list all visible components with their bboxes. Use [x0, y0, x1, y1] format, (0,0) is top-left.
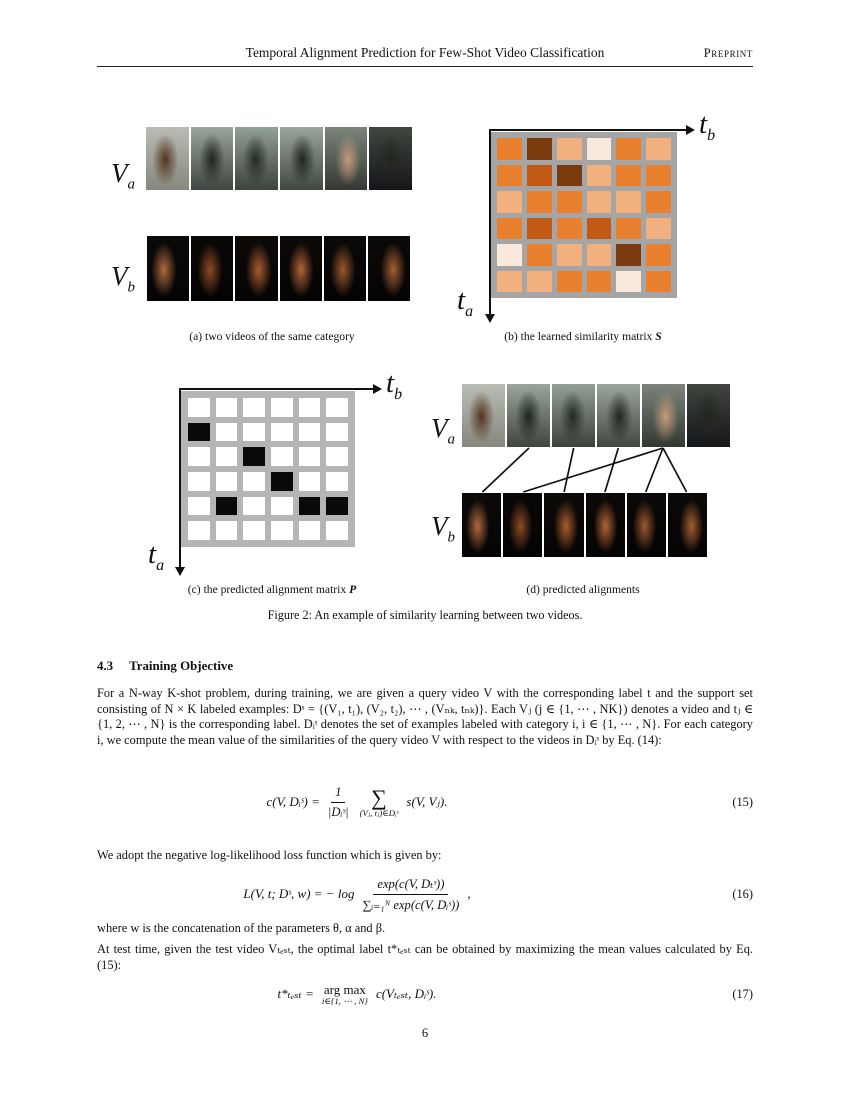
matrix-cell — [243, 521, 265, 540]
figure-caption: Figure 2: An example of similarity learning between two videos. — [267, 608, 583, 622]
video-strip-a — [146, 127, 412, 190]
caption-a: (a) two videos of the same category — [189, 330, 355, 343]
matrix-cell — [299, 497, 321, 516]
video-strip-a-d — [462, 384, 730, 447]
section-number: 4.3 — [97, 659, 114, 673]
video-strip-b — [147, 236, 410, 301]
matrix-cell — [527, 218, 552, 240]
video-frame — [668, 493, 707, 557]
eq17-argmax: arg max i∈{1, ⋯ , N} — [321, 981, 368, 1006]
video-frame — [462, 384, 505, 447]
matrix-cell — [326, 447, 348, 466]
caption-b: (b) the learned similarity matrix S — [504, 330, 662, 343]
eq16-tag: (16) — [732, 886, 753, 901]
matrix-cell — [497, 271, 522, 293]
video-frame — [325, 127, 368, 190]
matrix-cell — [557, 244, 582, 266]
matrix-cell — [326, 472, 348, 491]
matrix-cell — [188, 447, 210, 466]
eq17-tag: (17) — [732, 986, 753, 1001]
eq17-rhs: c(Vₜₑₛₜ, Dᵢˢ). — [375, 986, 437, 1001]
matrix-cell — [243, 497, 265, 516]
eq17-lhs: t*ₜₑₛₜ = — [277, 986, 314, 1001]
matrix-cell — [271, 447, 293, 466]
matrix-cell — [527, 271, 552, 293]
video-frame — [368, 236, 410, 301]
eq15-lhs: c(V, Dᵢˢ) = — [266, 794, 320, 809]
video-strip-b-d — [462, 493, 707, 557]
matrix-cell — [557, 271, 582, 293]
video-frame — [235, 236, 277, 301]
matrix-cell — [271, 472, 293, 491]
tb-axis-arrow-c — [373, 384, 382, 394]
video-a-label: $V_a$ — [111, 158, 135, 193]
video-a-label-d: $V_a$ — [431, 413, 455, 448]
matrix-cell — [299, 472, 321, 491]
matrix-cell — [527, 244, 552, 266]
video-frame — [687, 384, 730, 447]
matrix-cell — [299, 423, 321, 442]
paragraph-4: At test time, given the test video Vₜₑₛₜ, the optimal label t*ₜₑₛₜ can be obtained by maximizing the mean values calculated by Eq. (15): — [97, 942, 753, 972]
matrix-cell — [216, 398, 238, 417]
matrix-cell — [527, 165, 552, 187]
similarity-matrix — [491, 132, 677, 298]
paragraph-1: For a N-way K-shot problem, during training, we are given a query video V with the corresponding label t and the support set consisting of N × K labeled examples: Dˢ = {(V₁, t₁), (V₂, t₂), ⋯ , (Vₙₖ, tₙₖ)}. Each Vⱼ (j ∈ {1, ⋯ , NK}) denotes a video and tⱼ ∈ {1, 2, ⋯ , N} is the corresponding label. Dᵢˢ denotes the set of examples labeled with category i, i ∈ {1, ⋯ , N}. For each category i, we compute the mean value of the similarities of the query video V with respect to the videos in Dᵢˢ by Eq. (14): — [97, 686, 753, 747]
matrix-cell — [216, 521, 238, 540]
matrix-cell — [646, 244, 671, 266]
matrix-cell — [326, 497, 348, 516]
matrix-cell — [326, 423, 348, 442]
matrix-cell — [326, 398, 348, 417]
matrix-cell — [216, 423, 238, 442]
ta-axis-label-c: $t_a$ — [148, 538, 165, 574]
video-frame — [462, 493, 501, 557]
matrix-cell — [616, 191, 641, 213]
matrix-cell — [497, 191, 522, 213]
eq16-trail: , — [467, 886, 471, 901]
matrix-cell — [646, 218, 671, 240]
caption-c: (c) the predicted alignment matrix P — [187, 583, 357, 596]
paragraph-3: where w is the concatenation of the parameters θ, α and β. — [97, 921, 386, 935]
matrix-cell — [216, 447, 238, 466]
matrix-cell — [188, 423, 210, 442]
video-frame — [507, 384, 550, 447]
ta-axis-arrow-c — [175, 567, 185, 576]
tb-axis-arrow-b — [686, 125, 695, 135]
matrix-cell — [587, 271, 612, 293]
caption-d: (d) predicted alignments — [526, 583, 640, 596]
eq16-fraction: $\frac{\text{exp(c(V, Dₜˢ))}}{\text{∑ᵢ₌₁ᴺ exp(c(V, Dᵢˢ))}}$ — [362, 876, 460, 912]
matrix-cell — [299, 521, 321, 540]
eq15-tag: (15) — [732, 794, 753, 809]
matrix-cell — [243, 398, 265, 417]
matrix-cell — [646, 271, 671, 293]
tb-axis-label-b: $t_b$ — [699, 108, 716, 144]
video-frame — [503, 493, 542, 557]
matrix-cell — [527, 191, 552, 213]
alignment-lines — [460, 447, 740, 493]
video-frame — [642, 384, 685, 447]
equation-15 — [97, 775, 753, 829]
video-frame — [146, 127, 189, 190]
video-frame — [627, 493, 666, 557]
header-rule — [97, 66, 753, 67]
matrix-cell — [557, 191, 582, 213]
eq15-rhs: s(V, Vⱼ). — [406, 794, 448, 809]
matrix-cell — [243, 472, 265, 491]
matrix-cell — [216, 497, 238, 516]
matrix-cell — [299, 398, 321, 417]
section-title: Training Objective — [129, 659, 234, 673]
matrix-cell — [188, 497, 210, 516]
alignment-matrix — [181, 391, 355, 547]
matrix-cell — [616, 218, 641, 240]
matrix-cell — [497, 244, 522, 266]
matrix-cell — [188, 472, 210, 491]
ta-axis-arrow-b — [485, 314, 495, 323]
matrix-cell — [497, 165, 522, 187]
matrix-cell — [243, 447, 265, 466]
ta-axis-label-b: $t_a$ — [457, 284, 474, 320]
video-frame — [191, 236, 233, 301]
matrix-cell — [557, 165, 582, 187]
matrix-cell — [646, 191, 671, 213]
page-number: 6 — [421, 1026, 429, 1040]
matrix-cell — [587, 191, 612, 213]
video-frame — [191, 127, 234, 190]
matrix-cell — [326, 521, 348, 540]
matrix-cell — [557, 138, 582, 160]
running-title: Temporal Alignment Prediction for Few-Shot Video Classification — [245, 45, 605, 60]
matrix-cell — [271, 521, 293, 540]
matrix-cell — [616, 138, 641, 160]
matrix-cell — [587, 244, 612, 266]
matrix-cell — [616, 271, 641, 293]
matrix-cell — [646, 138, 671, 160]
tb-axis-line-c — [179, 388, 375, 390]
paragraph-2: We adopt the negative log-likelihood loss function which is given by: — [97, 848, 442, 862]
equation-16 — [97, 868, 753, 920]
video-b-label: $V_b$ — [111, 261, 135, 296]
tb-axis-line-b — [489, 129, 687, 131]
matrix-cell — [587, 165, 612, 187]
video-frame — [147, 236, 189, 301]
matrix-cell — [271, 423, 293, 442]
equation-17 — [97, 974, 753, 1014]
video-frame — [280, 236, 322, 301]
matrix-cell — [527, 138, 552, 160]
video-frame — [586, 493, 625, 557]
matrix-cell — [497, 138, 522, 160]
video-frame — [324, 236, 366, 301]
section-heading — [97, 659, 233, 674]
matrix-cell — [587, 218, 612, 240]
video-frame — [597, 384, 640, 447]
tb-axis-label-c: $t_b$ — [386, 367, 403, 403]
matrix-cell — [497, 218, 522, 240]
matrix-cell — [271, 497, 293, 516]
matrix-cell — [243, 423, 265, 442]
matrix-cell — [216, 472, 238, 491]
video-frame — [544, 493, 583, 557]
eq16-lhs: L(V, t; Dˢ, w) = − log — [243, 886, 355, 901]
matrix-cell — [271, 398, 293, 417]
matrix-cell — [616, 244, 641, 266]
eq15-sum: ∑ (Vⱼ, tⱼ)∈Dᵢˢ — [359, 784, 399, 818]
matrix-cell — [616, 165, 641, 187]
matrix-cell — [188, 398, 210, 417]
matrix-cell — [646, 165, 671, 187]
video-b-label-d: $V_b$ — [431, 511, 455, 546]
matrix-cell — [587, 138, 612, 160]
matrix-cell — [188, 521, 210, 540]
video-frame — [552, 384, 595, 447]
video-frame — [235, 127, 278, 190]
matrix-cell — [557, 218, 582, 240]
matrix-cell — [299, 447, 321, 466]
eq15-fraction: $\frac{1}{\text{|Dᵢˢ|}}$ — [327, 784, 349, 819]
video-frame — [369, 127, 412, 190]
video-frame — [280, 127, 323, 190]
preprint-tag: Preprint — [703, 46, 753, 60]
